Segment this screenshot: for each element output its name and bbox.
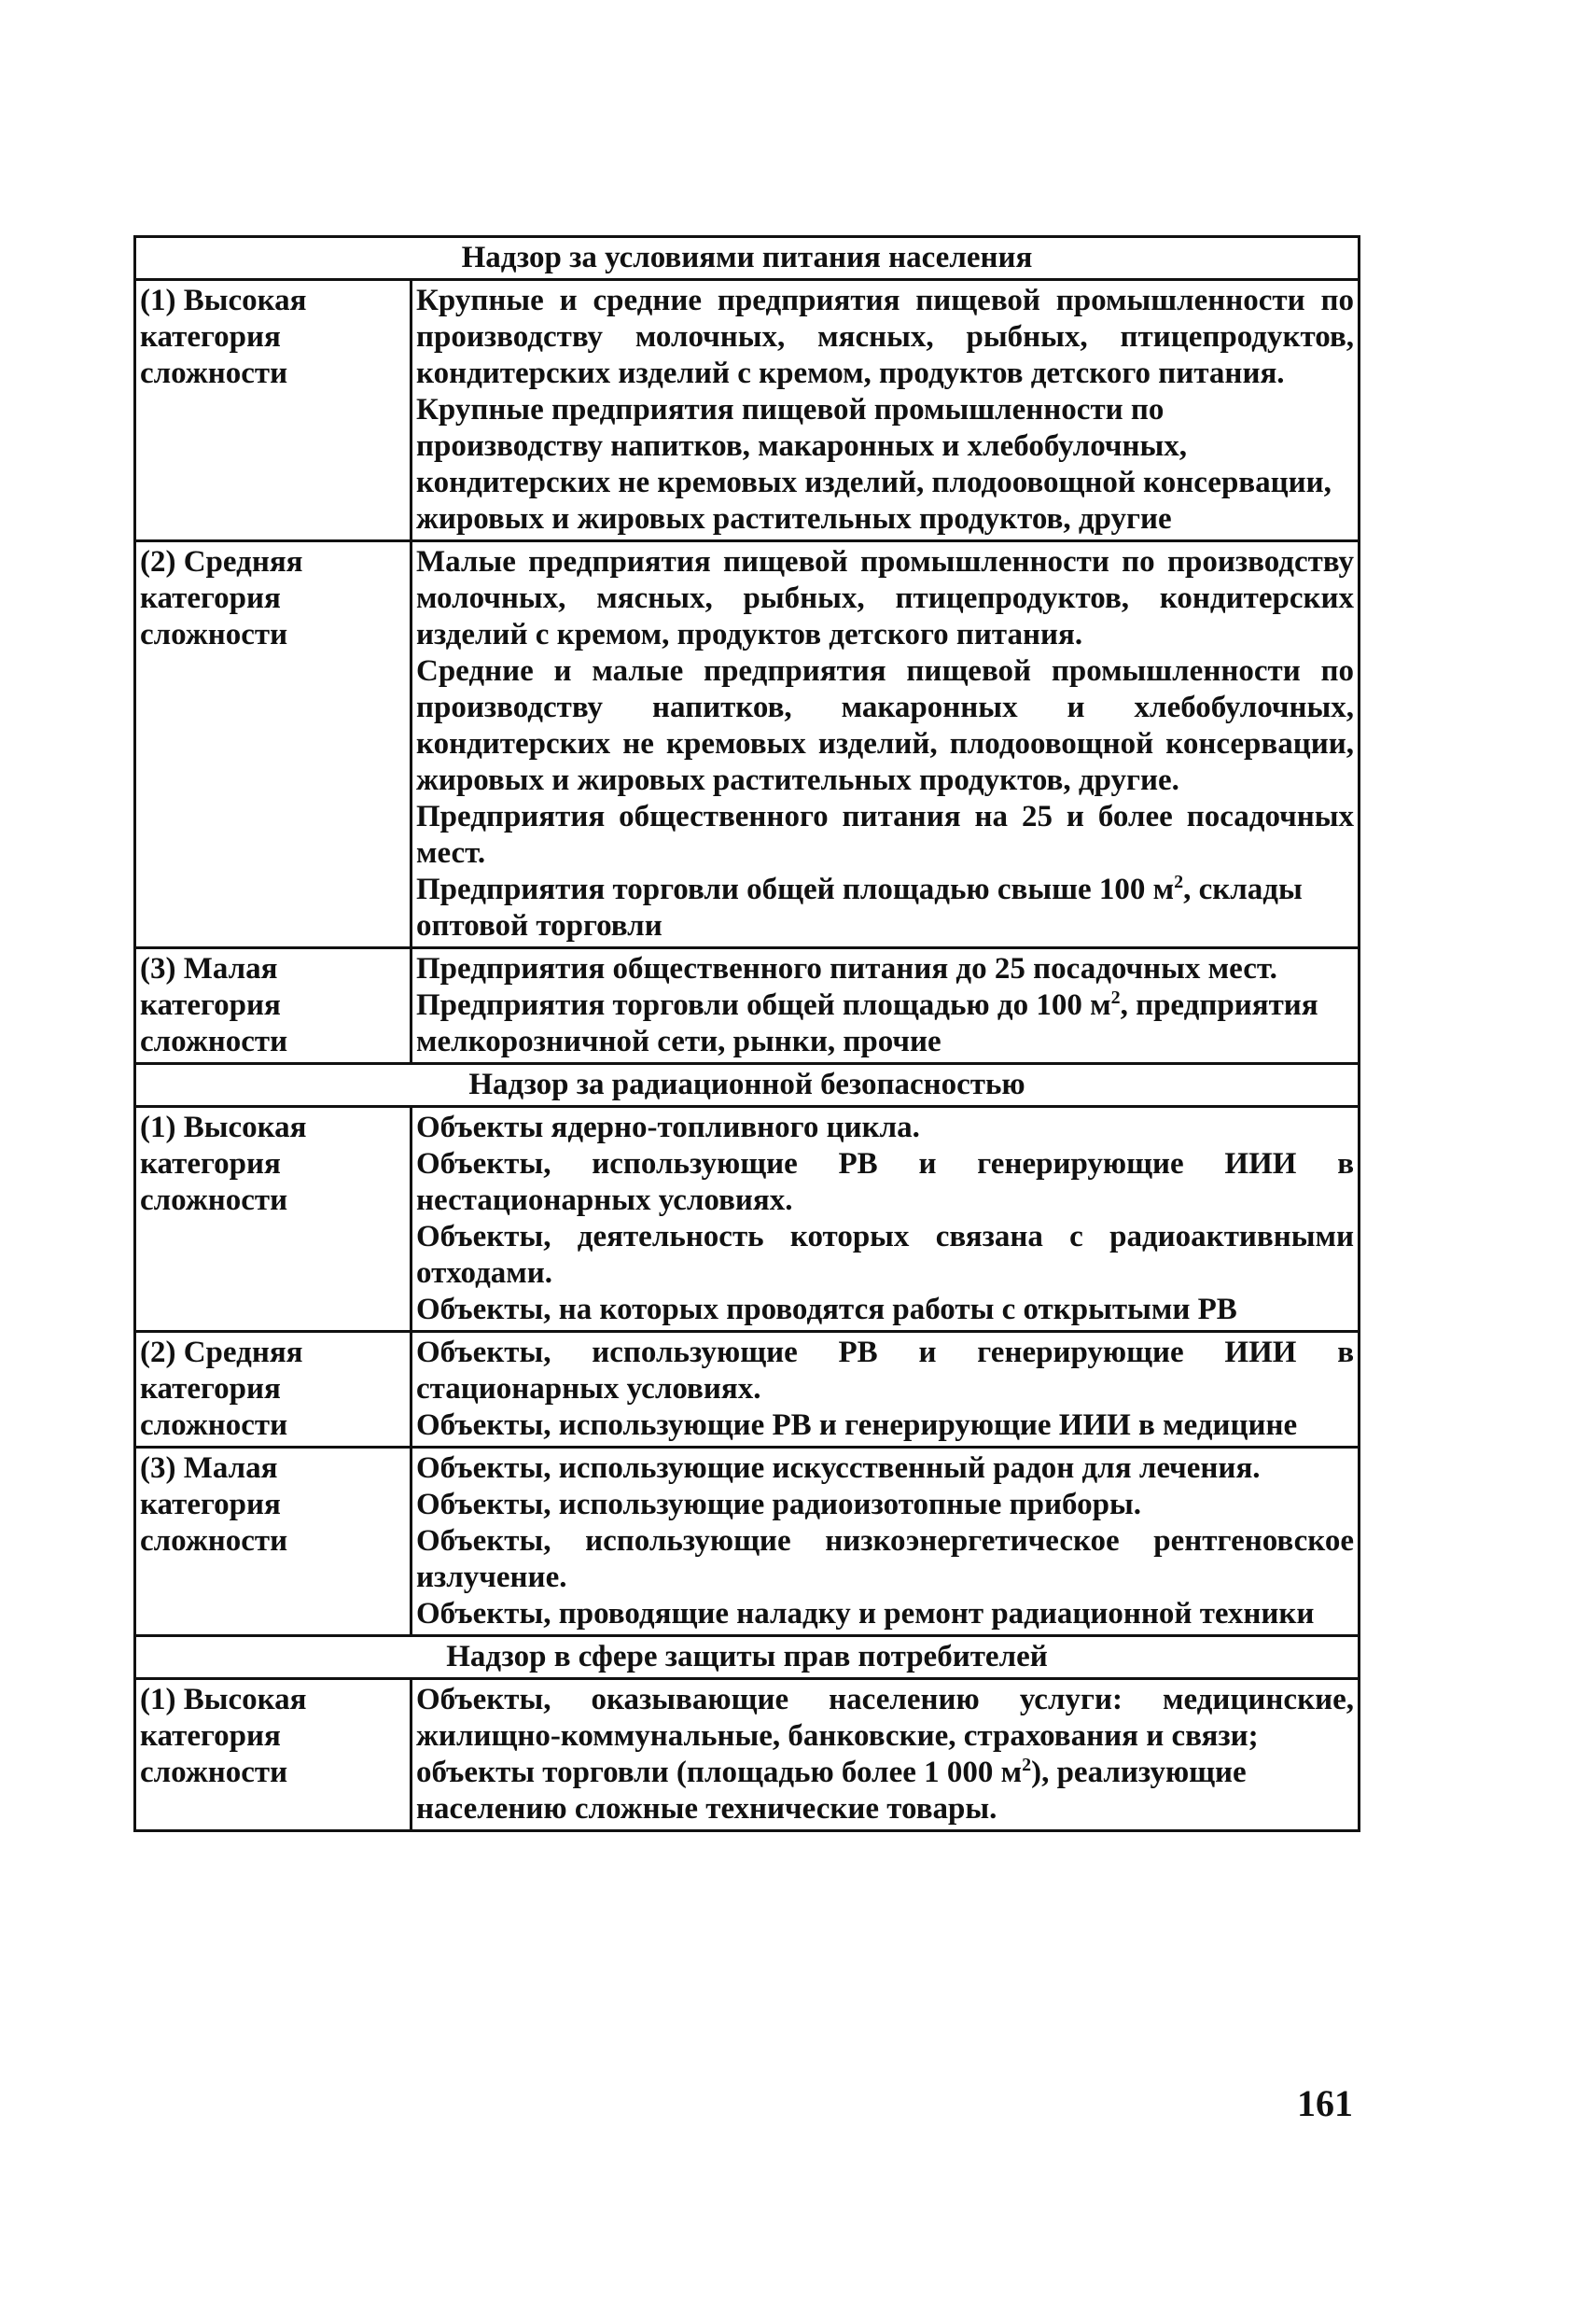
category-cell: (1) Высокая категория сложности bbox=[135, 1107, 411, 1332]
superscript: 2 bbox=[1022, 1755, 1032, 1775]
description-cell bbox=[411, 948, 1360, 1064]
text-before: Предприятия торговли общей площадью свыше 100 м bbox=[416, 873, 1175, 906]
superscript: 2 bbox=[1110, 987, 1121, 1008]
section-title: Надзор за условиями питания населения bbox=[135, 237, 1360, 280]
text-before: Предприятия торговли общей площадью до 100 м bbox=[416, 988, 1111, 1022]
description-paragraph: Объекты, на которых проводятся работы с открытыми РВ bbox=[416, 1293, 1237, 1326]
table-row bbox=[135, 1332, 1360, 1448]
description-cell bbox=[411, 280, 1360, 541]
description-paragraph: Объекты, использующие РВ и генерирующие ИИИ в стационарных условиях. bbox=[416, 1336, 1355, 1406]
table-row bbox=[135, 1107, 1360, 1332]
description-paragraph: Объекты, использующие низкоэнергетическое рентгеновское излучение. bbox=[416, 1524, 1355, 1594]
description-paragraph: Малые предприятия пищевой промышленности по производству молочных, мясных, рыбных, птицепродуктов, кондитерских изделий с кремом, продуктов детского питания. bbox=[416, 545, 1355, 651]
description-paragraph: Крупные и средние предприятия пищевой промышленности по производству молочных, мясных, рыбных, птицепродуктов, кондитерских изделий с кремом, продуктов детского питания. bbox=[416, 284, 1355, 390]
text-after: ), реализующие населению сложные технические товары. bbox=[416, 1756, 1247, 1826]
text-before: объекты торговли (площадью более 1 000 м bbox=[416, 1756, 1023, 1789]
description-paragraph bbox=[416, 872, 1354, 945]
section-title: Надзор за радиационной безопасностью bbox=[135, 1064, 1360, 1107]
category-cell: (3) Малая категория сложности bbox=[135, 948, 411, 1064]
description-paragraph bbox=[416, 1755, 1354, 1827]
category-cell: (3) Малая категория сложности bbox=[135, 1448, 411, 1636]
description-paragraph bbox=[416, 987, 1354, 1060]
description-cell bbox=[411, 541, 1360, 948]
description-paragraph: Крупные предприятия пищевой промышленности по производству напитков, макаронных и хлебобулочных, кондитерских не кремовых изделий, плодоовощной консервации, жировых и жировых растительных продуктов, другие bbox=[416, 393, 1332, 536]
description-paragraph: Объекты ядерно-топливного цикла. bbox=[416, 1111, 920, 1144]
description-paragraph: Объекты, использующие РВ и генерирующие ИИИ в нестационарных условиях. bbox=[416, 1147, 1355, 1217]
text-after: , склады оптовой торговли bbox=[416, 873, 1303, 943]
superscript: 2 bbox=[1174, 872, 1184, 892]
description-paragraph: Объекты, деятельность которых связана с радиоактивными отходами. bbox=[416, 1220, 1355, 1290]
section-title: Надзор в сфере защиты прав потребителей bbox=[135, 1636, 1360, 1679]
category-cell: (1) Высокая категория сложности bbox=[135, 1679, 411, 1831]
table-row bbox=[135, 1679, 1360, 1831]
description-cell bbox=[411, 1332, 1360, 1448]
description-paragraph: Предприятия общественного питания до 25 посадочных мест. bbox=[416, 952, 1277, 986]
table-row bbox=[135, 948, 1360, 1064]
description-paragraph: Объекты, использующие радиоизотопные приборы. bbox=[416, 1488, 1141, 1521]
table-row bbox=[135, 541, 1360, 948]
description-paragraph: Объекты, проводящие наладку и ремонт радиационной техники bbox=[416, 1597, 1315, 1631]
description-paragraph: Средние и малые предприятия пищевой промышленности по производству напитков, макаронных и хлебобулочных, кондитерских не кремовых изделий, плодоовощной консервации, жировых и жировых растительных продуктов, другие. bbox=[416, 654, 1355, 797]
table-row bbox=[135, 280, 1360, 541]
section-header-row bbox=[135, 1064, 1360, 1107]
supervision-categories-table bbox=[133, 235, 1360, 1832]
description-paragraph: Объекты, использующие искусственный радон для лечения. bbox=[416, 1451, 1261, 1485]
category-cell: (2) Средняя категория сложности bbox=[135, 1332, 411, 1448]
description-paragraph: Объекты, использующие РВ и генерирующие ИИИ в медицине bbox=[416, 1408, 1298, 1442]
section-header-row bbox=[135, 237, 1360, 280]
description-cell bbox=[411, 1448, 1360, 1636]
section-header-row bbox=[135, 1636, 1360, 1679]
category-cell: (1) Высокая категория сложности bbox=[135, 280, 411, 541]
description-cell bbox=[411, 1107, 1360, 1332]
description-paragraph: Предприятия общественного питания на 25 и более посадочных мест. bbox=[416, 800, 1355, 870]
description-paragraph: Объекты, оказывающие населению услуги: медицинские, жилищно-коммунальные, банковские, страхования и связи; bbox=[416, 1683, 1355, 1753]
table-row bbox=[135, 1448, 1360, 1636]
category-cell: (2) Средняя категория сложности bbox=[135, 541, 411, 948]
description-cell bbox=[411, 1679, 1360, 1831]
text-after: , предприятия мелкорозничной сети, рынки, прочие bbox=[416, 988, 1318, 1058]
page-number: 161 bbox=[1297, 2082, 1353, 2124]
